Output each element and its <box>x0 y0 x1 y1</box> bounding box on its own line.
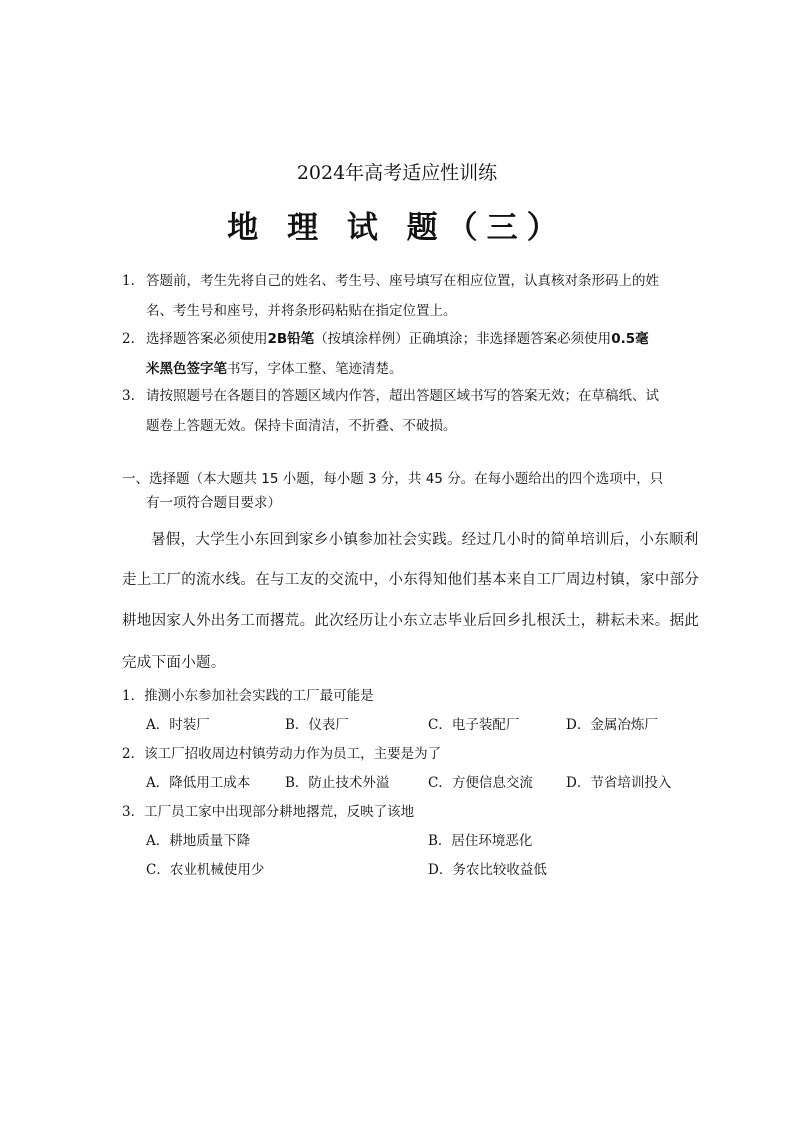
question-3-option-c: C．农业机械使用少 <box>146 862 265 878</box>
question-2-option-c: C．方便信息交流 <box>428 775 533 791</box>
question-2-option-d: D．节省培训投入 <box>566 775 672 791</box>
passage-line: 暑假，大学生小东回到家乡小镇参加社会实践。经过几小时的简单培训后，小东顺利 <box>151 532 699 548</box>
exam-title: 地 理 试 题（三） <box>227 210 567 246</box>
instruction-2-cont: 米黑色签字笔书写，字体工整、笔迹清楚。 <box>146 361 403 377</box>
question-1-stem: 1．推测小东参加社会实践的工厂最可能是 <box>122 688 374 704</box>
instruction-number: 2. <box>122 331 135 347</box>
question-3-option-b: B．居住环境恶化 <box>428 833 533 849</box>
instruction-number: 1. <box>122 273 135 289</box>
question-3-option-d: D．务农比较收益低 <box>428 862 547 878</box>
instruction-text: 选择题答案必须使用2B铅笔（按填涂样例）正确填涂；非选择题答案必须使用0.5毫 <box>146 331 649 347</box>
instruction-3-cont: 题卷上答题无效。保持卡面清洁，不折叠、不破损。 <box>146 418 457 434</box>
passage-line: 耕地因家人外出务工而撂荒。此次经历让小东立志毕业后回乡扎根沃土，耕耘未来。据此 <box>122 613 700 629</box>
question-2-stem: 2．该工厂招收周边村镇劳动力作为员工，主要是为了 <box>122 746 442 762</box>
question-2-option-b: B．防止技术外溢 <box>285 775 390 791</box>
instruction-text: 请按照题号在各题目的答题区域内作答，超出答题区域书写的答案无效；在草稿纸、试 <box>146 388 659 404</box>
question-1-option-c: C．电子装配厂 <box>428 717 520 733</box>
question-3-stem: 3．工厂员工家中出现部分耕地撂荒，反映了该地 <box>122 804 415 820</box>
passage-line: 完成下面小题。 <box>122 655 226 671</box>
question-1-option-d: D．金属冶炼厂 <box>566 717 658 733</box>
section-heading: 一、选择题（本大题共 15 小题，每小题 3 分，共 45 分。在每小题给出的四个选项中，只 <box>122 471 664 487</box>
passage-line: 走上工厂的流水线。在与工友的交流中，小东得知他们基本来自工厂周边村镇，家中部分 <box>122 572 700 588</box>
question-1-option-b: B．仪表厂 <box>285 717 349 733</box>
instruction-text: 答题前，考生先将自己的姓名、考生号、座号填写在相应位置，认真核对条形码上的姓 <box>146 273 659 289</box>
question-1-option-a: A．时装厂 <box>146 717 210 733</box>
question-2-option-a: A．降低用工成本 <box>146 775 251 791</box>
question-3-option-a: A．耕地质量下降 <box>146 833 251 849</box>
section-heading-cont: 有一项符合题目要求） <box>146 495 281 511</box>
exam-subtitle: 2024年高考适应性训练 <box>296 162 498 184</box>
instruction-1-cont: 名、考生号和座号，并将条形码粘贴在指定位置上。 <box>146 303 457 319</box>
instruction-number: 3. <box>122 388 135 404</box>
